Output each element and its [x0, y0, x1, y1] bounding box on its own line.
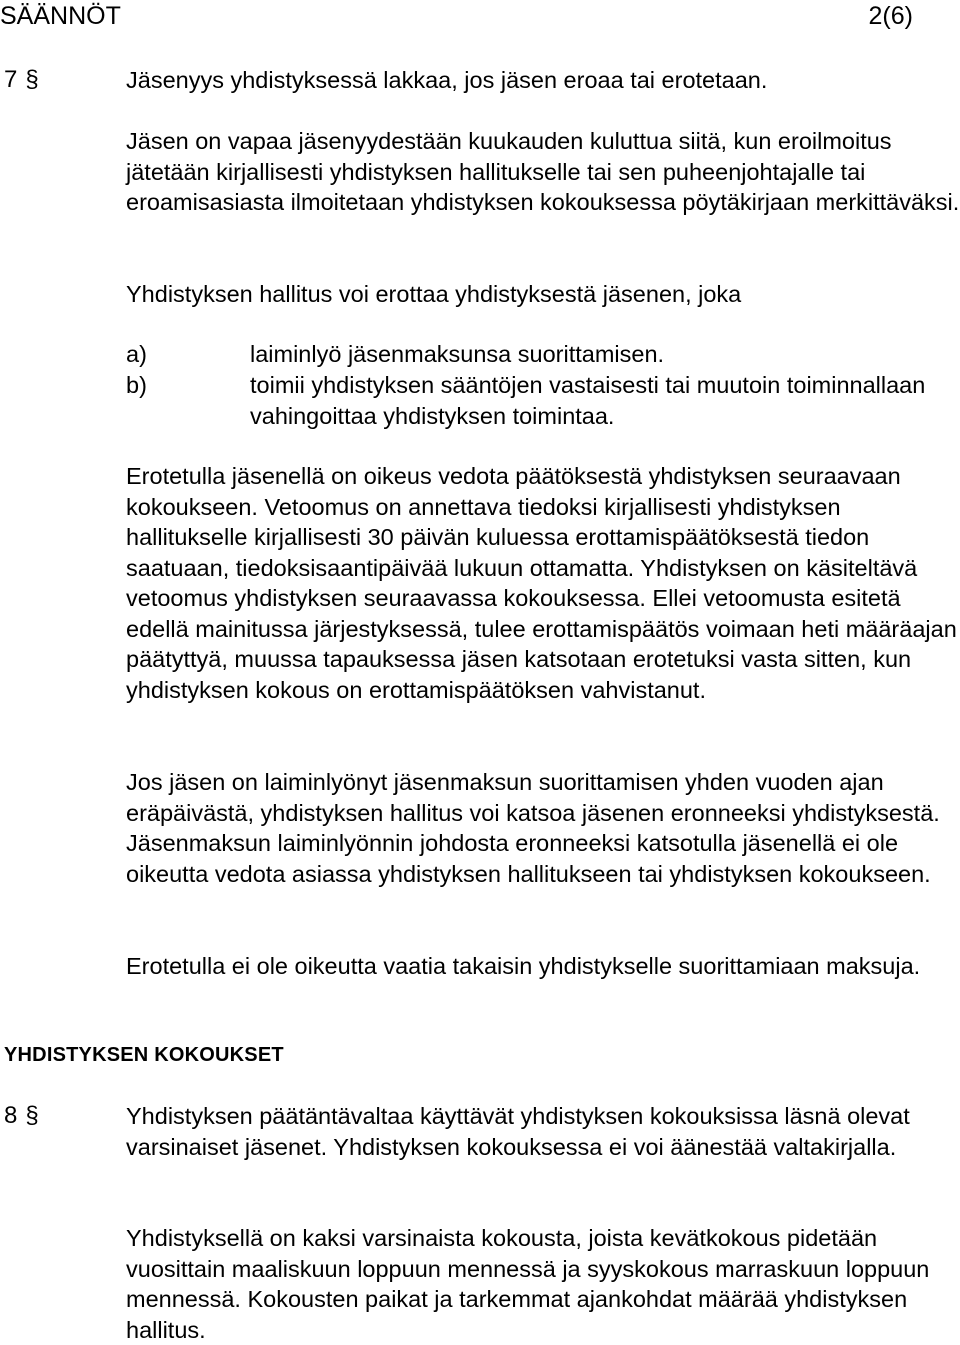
section-7-paragraph: Yhdistyksen hallitus voi erottaa yhdistyksestä jäsenen, joka [126, 281, 742, 307]
section-7-intro: Jäsenyys yhdistyksessä lakkaa, jos jäsen eroaa tai erotetaan. [126, 67, 768, 93]
section-8-paragraph: Yhdistyksen päätäntävaltaa käyttävät yhdistyksen kokouksissa läsnä olevat varsinaiset jäsenet. Yhdistyksen kokouksessa ei voi äänestää valtakirjalla. [126, 1103, 910, 1160]
document-title: SÄÄNNÖT [0, 2, 121, 30]
section-heading: YHDISTYKSEN KOKOUKSET [4, 1044, 284, 1066]
page-number: 2(6) [868, 2, 913, 30]
section-sign: § [25, 66, 39, 93]
section-8-paragraph: Yhdistyksellä on kaksi varsinaista kokousta, joista kevätkokous pidetään vuosittain maaliskuun loppuun mennessä ja syyskokous marraskuun loppuun mennessä. Kokousten paikat ja tarkemmat ajankohdat määrää yhdistyksen hallitus. [126, 1225, 930, 1343]
section-sign: § [25, 1102, 39, 1129]
list-marker: b) [126, 372, 147, 398]
section-7-paragraph: Jäsen on vapaa jäsenyydestään kuukauden kuluttua siitä, kun eroilmoitus jätetään kirjallisesti yhdistyksen hallitukselle tai sen puheenjohtajalle tai eroamisasiasta ilmoitetaan yhdistyksen kokouksessa pöytäkirjaan merkittäväksi. [126, 128, 960, 215]
section-7-paragraph: Erotetulla ei ole oikeutta vaatia takaisin yhdistykselle suorittamiaan maksuja. [126, 953, 921, 979]
section-7-paragraph: Erotetulla jäsenellä on oikeus vedota päätöksestä yhdistyksen seuraavaan kokoukseen. Vetoomus on annettava tiedoksi kirjallisesti yhdistyksen hallitukselle kirjallisesti 30 päivän kuluessa erottamispäätöksestä tiedon saatuaan, tiedoksisaantipäivää lukuun ottamatta. Yhdistyksen on käsiteltävä vetoomus yhdistyksen seuraavassa kokouksessa. Ellei vetoomusta esitetä edellä mainitussa järjestyksessä, tulee erottamispäätös voimaan heti määräajan päätyttyä, muussa tapauksessa jäsen katsotaan erotetuksi vasta sitten, kun yhdistyksen kokous on erottamispäätöksen vahvistanut. [126, 463, 957, 703]
section-number: 7 [4, 66, 18, 93]
list-marker: a) [126, 341, 147, 367]
section-7-paragraph: Jos jäsen on laiminlyönyt jäsenmaksun suorittamisen yhden vuoden ajan eräpäivästä, yhdistyksen hallitus voi katsoa jäsenen eronneeksi yhdistyksestä. Jäsenmaksun laiminlyönnin johdosta eronneeksi katsotulla jäsenellä ei ole oikeutta vedota asiassa yhdistyksen hallitukseen tai yhdistyksen kokoukseen. [126, 769, 940, 887]
section-7-number [4, 65, 39, 96]
section-number: 8 [4, 1102, 18, 1129]
section-8-number [4, 1101, 39, 1132]
list-text: laiminlyö jäsenmaksunsa suorittamisen. [250, 341, 665, 367]
list-text: toimii yhdistyksen sääntöjen vastaisesti tai muutoin toiminnallaan vahingoittaa yhdistyksen toimintaa. [250, 372, 926, 429]
